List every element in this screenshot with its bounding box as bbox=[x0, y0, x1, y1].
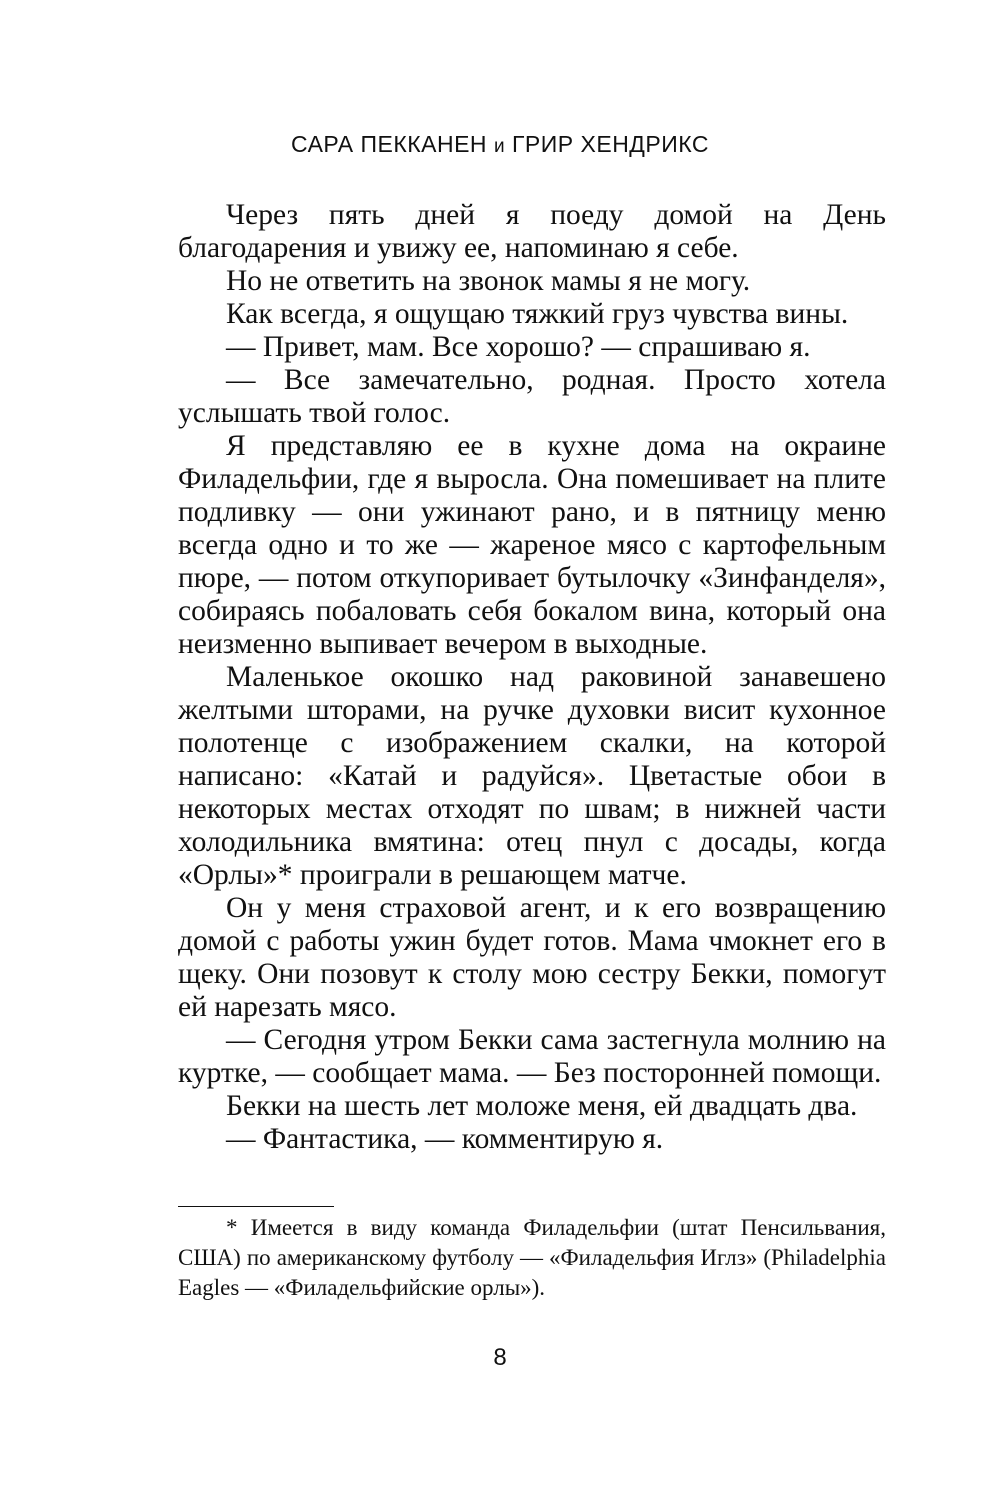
footnote: * Имеется в виду команда Филадельфии (штат Пенсильвания, США) по американскому футболу — «Филадельфия Иглз» (Philadelphia Eagles — «Филадельфийские орлы»). bbox=[178, 1215, 886, 1300]
footnote-divider bbox=[178, 1206, 334, 1207]
running-header bbox=[0, 124, 1000, 167]
paragraph: Через пять дней я поеду домой на День благодарения и увижу ее, напоминаю я себе. bbox=[178, 199, 886, 264]
paragraph: — Фантастика, — комментирую я. bbox=[226, 1123, 664, 1155]
paragraph: — Все замечательно, родная. Просто хотела услышать твой голос. bbox=[178, 364, 886, 429]
paragraph: Бекки на шесть лет моложе меня, ей двадцать два. bbox=[226, 1090, 858, 1122]
header-authors-part1: САРА ПЕККАНЕН bbox=[290, 131, 488, 157]
page-number: 8 bbox=[493, 1344, 507, 1371]
paragraph: Я представляю ее в кухне дома на окраине Филадельфии, где я выросла. Она помешивает на плите подливку — они ужинают рано, и в пятницу меню всегда одно и то же — жареное мясо с картофельным пюре, — потом откупоривает бутылочку «Зинфанделя», собираясь побаловать себя бокалом вина, который она неизменно выпивает вечером в выходные. bbox=[178, 430, 886, 660]
paragraph: Маленькое окошко над раковиной занавешено желтыми шторами, на ручке духовки висит кухонное полотенце с изображением скалки, на которой написано: «Катай и радуйся». Цветастые обои в некоторых местах отходят по швам; в нижней части холодильника вмятина: отец пнул с досады, когда «Орлы»* проиграли в решающем матче. bbox=[178, 661, 886, 891]
header-authors-part2: ГРИР ХЕНДРИКС bbox=[511, 131, 710, 157]
body-text bbox=[178, 199, 886, 1156]
paragraph: Но не ответить на звонок мамы я не могу. bbox=[226, 265, 751, 297]
paragraph: Он у меня страховой агент, и к его возвращению домой с работы ужин будет готов. Мама чмокнет его в щеку. Они позовут к столу мою сестру Бекки, помогут ей нарезать мясо. bbox=[178, 892, 886, 1023]
paragraph: — Сегодня утром Бекки сама застегнула молнию на куртке, — сообщает мама. — Без посторонней помощи. bbox=[178, 1024, 886, 1089]
paragraph: Как всегда, я ощущаю тяжкий груз чувства вины. bbox=[226, 298, 849, 330]
header-conjunction: и bbox=[493, 136, 506, 157]
paragraph: — Привет, мам. Все хорошо? — спрашиваю я. bbox=[226, 331, 811, 363]
